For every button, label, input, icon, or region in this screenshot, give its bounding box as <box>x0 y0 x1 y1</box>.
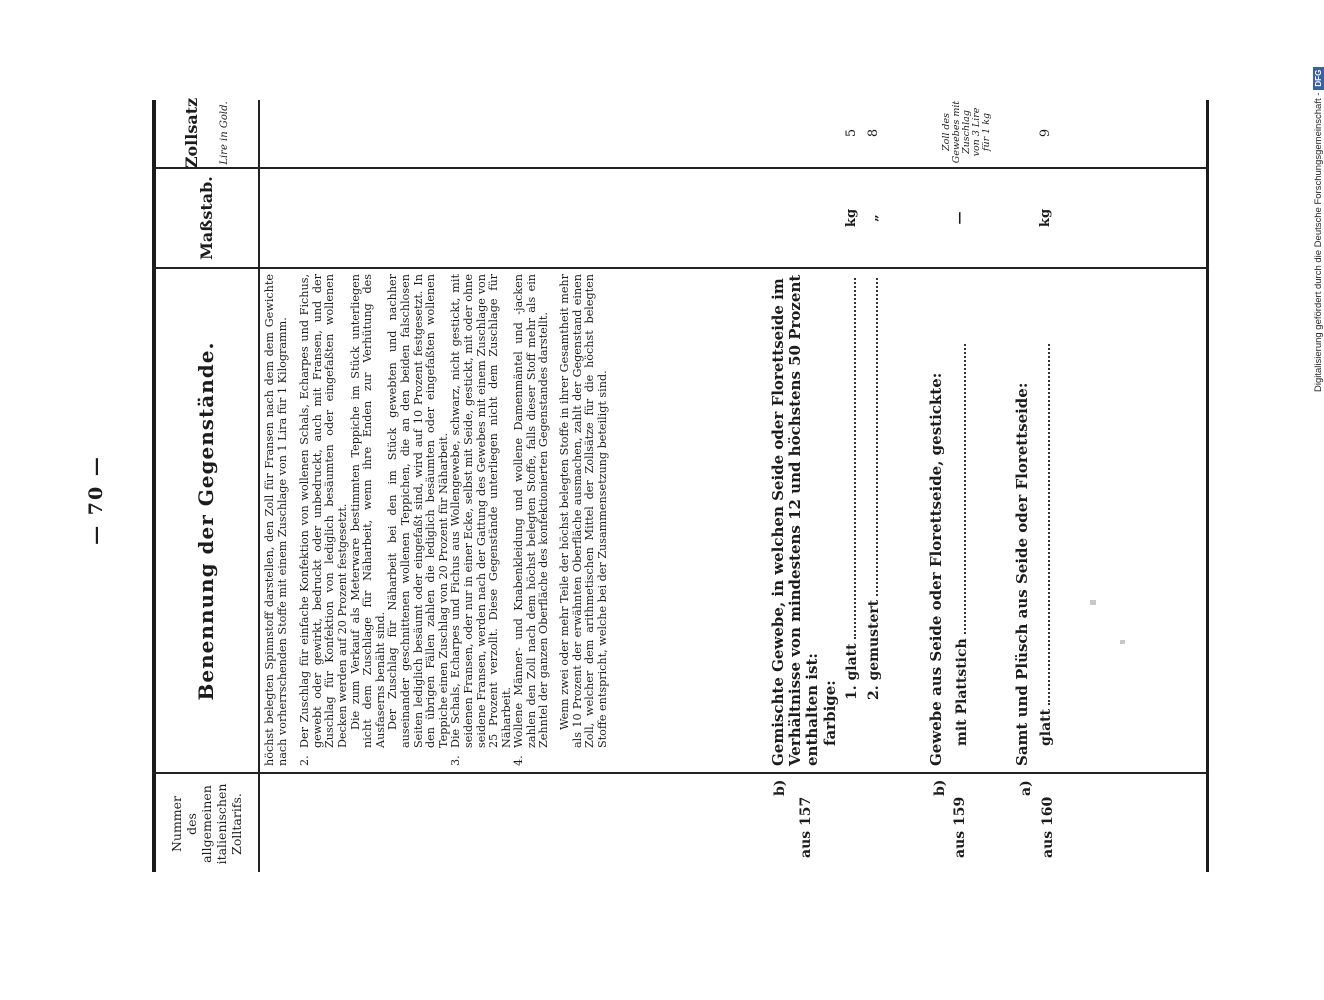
header-zoll-unit: Lire in Gold. <box>219 101 230 165</box>
row-mass: kg <box>844 208 859 228</box>
header-number-line: Nummer <box>168 795 184 853</box>
tariff-sub: b) <box>932 779 948 796</box>
header-zoll-title: Zollsatz <box>182 97 201 169</box>
row-label: glatt <box>1038 708 1054 746</box>
row-zoll: 9 <box>1038 128 1053 138</box>
item-extra-text: Der Zuschlag für Näharbeit bei den im Stück gewebten und nachher auseinander geschnittenen wollenen Teppichen, die an den beiden falschlosen Seiten lediglich besäumt oder eingefaßt sind, wird auf 10 Prozent festgesetzt. In den übrigen Fällen zahlen die lediglich besäumten oder eingefaßten wollenen Teppiche einen Zuschlag von 20 Prozent für Näharbeit. <box>386 274 450 748</box>
row-label: mit Plattstich <box>954 638 970 746</box>
item-extra-text: Die zum Verkauf als Meterware bestimmten Teppiche im Stück unterliegen nicht dem Zuschlage für Näharbeit, wenn ihre Enden zur Verhütung des Ausfaserns benäht sind. <box>348 274 387 748</box>
header-number <box>156 776 256 872</box>
dfg-credit <box>1311 0 1324 1000</box>
tariff-row <box>842 276 862 766</box>
row-mass: „ <box>866 214 881 222</box>
subheading-farbige: farbige: <box>821 680 839 746</box>
item-number: 2. <box>298 755 312 766</box>
row-mass: kg <box>1038 208 1053 228</box>
column-divider <box>152 267 1209 269</box>
table-bottom-rule <box>1206 100 1209 872</box>
header-zoll <box>156 97 256 169</box>
name-column <box>264 274 609 766</box>
column-divider <box>152 772 1209 774</box>
item-text: Der Zuschlag für einfache Konfektion von wollenen Schals, Echarpes und Fichus, gewebt oder gewirkt, bedruckt oder unbedruckt, auch mit Fransen, und der Zuschlag für Konfektion von lediglich besäumten oder eingefaßten wollenen Decken werden auf 20 Prozent festgesetzt. <box>298 274 349 748</box>
tariff-sub: b) <box>772 779 788 796</box>
scan-speck <box>1090 600 1096 605</box>
header-name: Benennung der Gegenstände. <box>194 341 218 701</box>
section-heading: Gewebe aus Seide oder Florettseide, gestickte: <box>927 372 945 766</box>
item-number: 4. <box>512 755 526 766</box>
intro-paragraph: höchst belegten Spinnstoff darstellen, den Zoll für Fransen nach dem dem Gewichte nach vorherrschenden Stoffe mit einem Zuschlage von 1 Lira für 1 Kilogramm. <box>263 274 289 766</box>
tariff-number: aus 159 <box>952 796 968 858</box>
item-text: Die Schals, Echarpes und Fichus aus Wollengewebe, schwarz, nicht gestickt, mit seidenen Fransen, oder nur in einer Ecke, selbst mit Seide, gestickt, mit oder ohne seidene Fransen, werden nach der Gattung des Gewebes mit einem Zuschlage von 25 Prozent verzollt. Diese Gegenstände unterliegen nicht dem Zuschlage für Näharbeit. <box>449 274 513 748</box>
item-number: 3. <box>449 755 463 766</box>
row-zoll: 5 <box>844 128 859 138</box>
page-number: — 70 — <box>85 455 107 545</box>
tariff-table <box>152 97 1210 872</box>
tariff-row <box>952 342 972 746</box>
dfg-credit-text: Digitalisierung gefördert durch die Deutsche Forschungsgemeinschaft - <box>1312 92 1324 392</box>
tariff-number: aus 157 <box>798 796 814 858</box>
tariff-row <box>1036 342 1056 746</box>
row-zoll: 8 <box>866 128 881 138</box>
section-heading: Gemischte Gewebe, in welchen Seide oder Florettseide im Verhältnisse von mindestens 12 und höchstens 50 Prozent enthalten ist: <box>769 274 821 766</box>
header-number-line: italienischen <box>213 783 229 865</box>
header-number-line: des allgemeinen <box>183 785 214 863</box>
scan-speck <box>1120 640 1125 644</box>
row-zoll-note: Zoll des Gewebes mit Zuschlag von 3 Lire für 1 kg <box>941 100 992 164</box>
list-item <box>450 274 513 766</box>
row-mass: — <box>952 211 967 225</box>
tariff-sub: a) <box>1018 780 1034 796</box>
tariff-row <box>864 276 884 766</box>
tariff-number: aus 160 <box>1040 796 1056 858</box>
header-number-line: Zolltarifs. <box>228 793 244 855</box>
item-extra-text: Wenn zwei oder mehr Teile der höchst belegten Stoffe in ihrer Gesamtheit mehr als 10 Prozent der erwähnten Oberfläche ausmachen, zahlt der Gegenstand einen Zoll, welcher dem arithmetischen Mittel der Zollsätze für die höchst belegten Stoffe entspricht, welche bei der Zusammensetzung beteiligt sind. <box>558 274 609 748</box>
column-divider <box>152 167 1209 169</box>
header-rule <box>258 100 260 872</box>
list-item <box>513 274 609 766</box>
item-text: Wollene Männer- und Knabenkleidung und wollene Damenmäntel und -jacken zahlen den Zoll nach dem höchst belegten Stoffe, falls dieser Stoff mehr als ein Zehntel der ganzen Oberfläche des konfektionierten Gegenstandes darstellt. <box>512 274 551 748</box>
dfg-logo: DFG <box>1313 67 1324 90</box>
header-mass: Maßstab. <box>196 176 216 260</box>
row-label: 2. gemustert <box>866 599 882 700</box>
section-heading: Samt und Plüsch aus Seide oder Florettseide: <box>1013 382 1031 766</box>
list-item <box>299 274 450 766</box>
row-label: 1. glatt <box>844 643 860 700</box>
